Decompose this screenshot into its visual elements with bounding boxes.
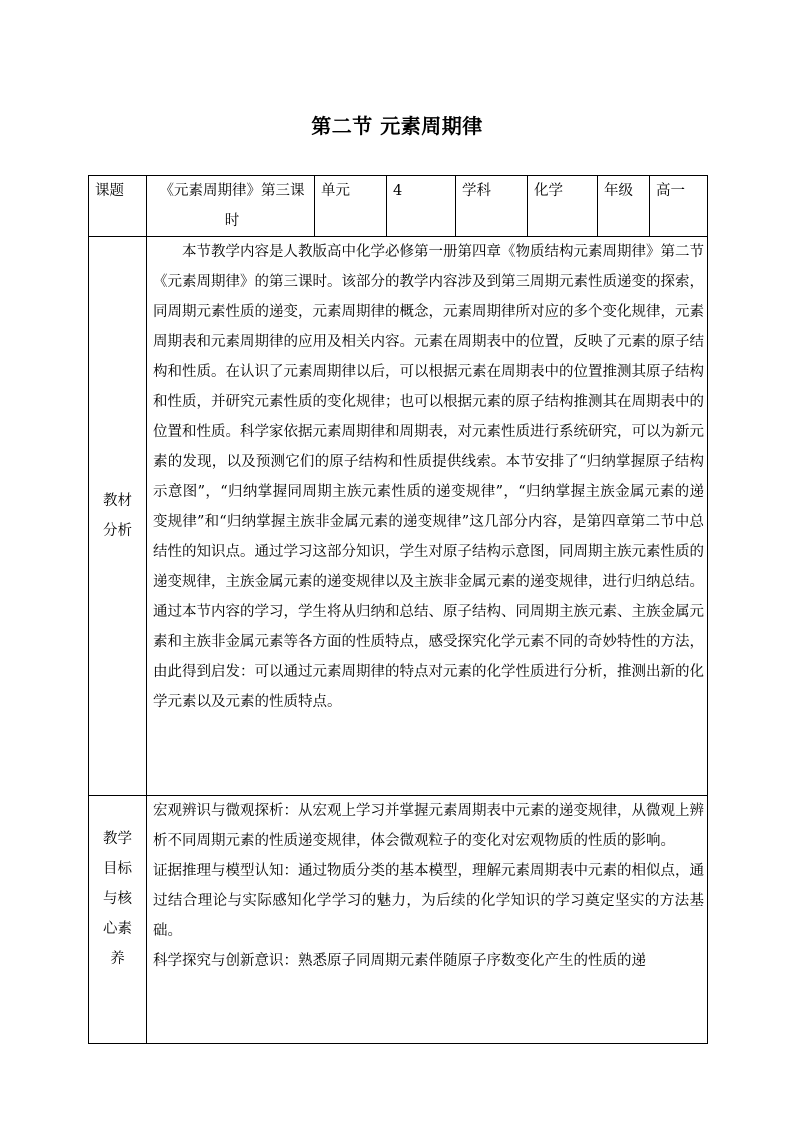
header-row (89, 176, 708, 237)
goals-row (89, 796, 708, 1044)
page-title: 第二节 元素周期律 (311, 114, 483, 138)
unit-value: 4 (387, 176, 456, 237)
goal-item-macro: 宏观辨识与微观探析：从宏观上学习并掌握元素周期表中元素的递变规律，从微观上辨析不同周期元素的性质递变规律，体会微观粒子的变化对宏观物质的性质的影响。 (153, 803, 704, 849)
lesson-plan-table (88, 175, 708, 1044)
analysis-label-cell (89, 237, 147, 796)
goal-item-evidence: 证据推理与模型认知：通过物质分类的基本模型，理解元素周期表中元素的相似点，通过结合理论与实际感知化学学习的魅力，为后续的化学知识的学习奠定坚实的方法基础。 (153, 863, 704, 939)
goals-label-cell (89, 796, 147, 1044)
analysis-label: 教材分析 (103, 493, 132, 539)
subject-label: 学科 (456, 176, 528, 237)
goal-item-inquiry: 科学探究与创新意识：熟悉原子同周期元素伴随原子序数变化产生的性质的递 (153, 953, 646, 969)
grade-value: 高一 (650, 176, 708, 237)
goals-content (147, 796, 708, 1044)
unit-label: 单元 (315, 176, 387, 237)
subject-value: 化学 (528, 176, 598, 237)
goals-label: 教学目标与核心素养 (103, 831, 132, 967)
analysis-text: 本节教学内容是人教版高中化学必修第一册第四章《物质结构元素周期律》第二节《元素周期律》的第三课时。该部分的教学内容涉及到第三周期元素性质递变的探索，同周期元素性质的递变，元素周期律的概念，元素周期律所对应的多个变化规律，元素周期表和元素周期律的应用及相关内容。元素在周期表中的位置，反映了元素的原子结构和性质。在认识了元素周期律以后，可以根据元素在周期表中的位置推测其原子结构和性质，并研究元素性质的变化规律；也可以根据元素的原子结构推测其在周期表中的位置和性质。科学家依据元素周期律和周期表，对元素性质进行系统研究，可以为新元素的发现，以及预测它们的原子结构和性质提供线索。本节安排了“归纳掌握原子结构示意图”，“归纳掌握同周期主族元素性质的递变规律”，“归纳掌握主族金属元素的递变规律”和“归纳掌握主族非金属元素的递变规律”这几部分内容，是第四章第二节中总结性的知识点。通过学习这部分知识，学生对原子结构示意图，同周期主族元素性质的递变规律，主族金属元素的递变规律以及主族非金属元素的递变规律，进行归纳总结。通过本节内容的学习，学生将从归纳和总结、原子结构、同周期主族元素、主族金属元素和主族非金属元素等各方面的性质特点，感受探究化学元素不同的奇妙特性的方法，由此得到启发：可以通过元素周期律的特点对元素的化学性质进行分析，推测出新的化学元素以及元素的性质特点。 (153, 244, 704, 710)
topic-label: 课题 (89, 176, 147, 237)
topic-value: 《元素周期律》第三课时 (147, 176, 315, 237)
grade-label: 年级 (598, 176, 650, 237)
analysis-content (147, 237, 708, 796)
analysis-row (89, 237, 708, 796)
